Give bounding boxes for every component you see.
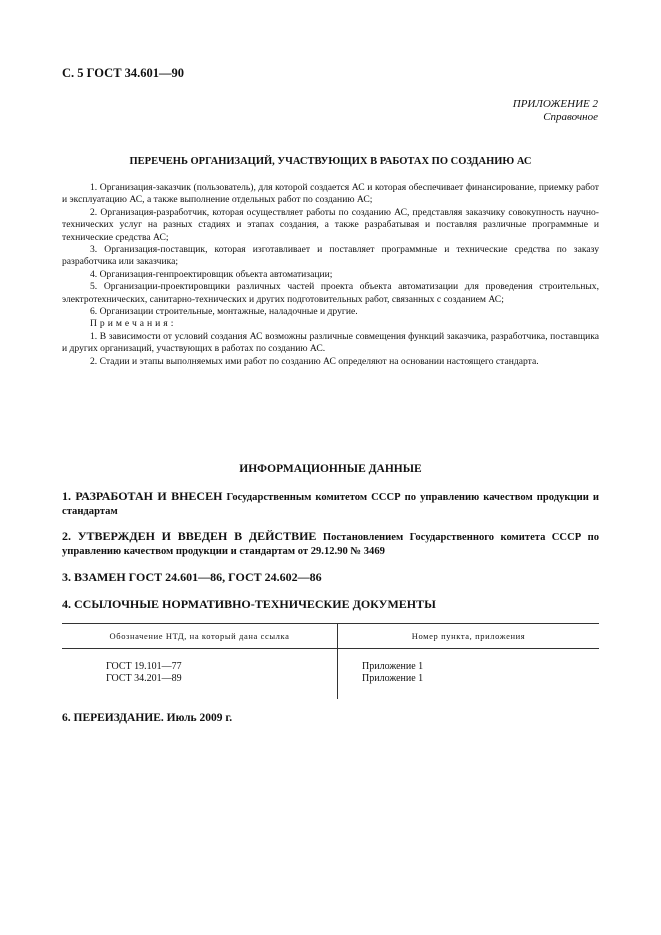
info-item-1 bbox=[62, 490, 599, 518]
organization-item: 6. Организации строительные, монтажные, наладочные и другие. bbox=[90, 306, 358, 318]
reference-documents-table bbox=[62, 623, 599, 699]
info-item-1-head: 1. РАЗРАБОТАН И ВНЕСЕН bbox=[62, 489, 223, 503]
info-item-2 bbox=[62, 530, 599, 558]
appendix-title: ПРИЛОЖЕНИЕ 2 bbox=[512, 98, 598, 110]
table-cell-doc: ГОСТ 19.101—77 bbox=[106, 661, 182, 672]
organization-item: 4. Организация-генпроектировщик объекта автоматизации; bbox=[90, 268, 333, 280]
table-header-row bbox=[62, 624, 599, 649]
info-item-3 bbox=[62, 571, 599, 586]
info-item-4-text: 4. ССЫЛОЧНЫЕ НОРМАТИВНО-ТЕХНИЧЕСКИЕ ДОКУМЕНТЫ bbox=[62, 597, 436, 611]
table-cell-refs bbox=[338, 649, 600, 700]
notes-label: Примечания: bbox=[90, 318, 177, 330]
note-item: 2. Стадии и этапы выполняемых ими работ по созданию АС определяют на основании настоящего стандарта. bbox=[90, 355, 539, 367]
document-header-code: С. 5 ГОСТ 34.601—90 bbox=[62, 66, 185, 80]
info-item-4 bbox=[62, 598, 599, 613]
table-header-ref: Номер пункта, приложения bbox=[338, 624, 600, 649]
info-item-3-text: 3. ВЗАМЕН ГОСТ 24.601—86, ГОСТ 24.602—86 bbox=[62, 570, 322, 584]
info-item-1-text: Государственным комитетом СССР по управлению качеством продукции и стандартам bbox=[62, 492, 599, 517]
organization-item: 5. Организации-проектировщики различных частей проекта объекта автоматизации для проведения строительных, электротехнических, санитарно-технических и других подготовительных работ, связанных с созданием АС; bbox=[62, 281, 599, 305]
info-item-2-text: Постановлением Государственного комитета СССР по управлению качеством продукции и стандартам от 29.12.90 № 3469 bbox=[62, 532, 599, 557]
organization-item: 1. Организация-заказчик (пользователь), для которой создается АС и которая обеспечивает финансирование, приемку работ и эксплуатацию АС, а также выполнение отдельных работ по созданию АС; bbox=[62, 182, 599, 206]
table-cell-doc: ГОСТ 34.201—89 bbox=[106, 673, 182, 684]
reissue-info: 6. ПЕРЕИЗДАНИЕ. Июль 2009 г. bbox=[62, 712, 233, 724]
table-cell-ref: Приложение 1 bbox=[362, 661, 424, 672]
table-header-doc: Обозначение НТД, на который дана ссылка bbox=[62, 624, 338, 649]
table-cell-docs bbox=[62, 649, 338, 700]
info-item-2-head: 2. УТВЕРЖДЕН И ВВЕДЕН В ДЕЙСТВИЕ bbox=[62, 529, 317, 543]
organization-item: 3. Организация-поставщик, которая изготавливает и поставляет программные и технические средства по заказу разработчика или заказчика; bbox=[62, 244, 599, 268]
table-row bbox=[62, 649, 599, 700]
appendix-subtitle: Справочное bbox=[543, 111, 598, 123]
organizations-title: ПЕРЕЧЕНЬ ОРГАНИЗАЦИЙ, УЧАСТВУЮЩИХ В РАБОТАХ ПО СОЗДАНИЮ АС bbox=[129, 156, 532, 167]
info-title: ИНФОРМАЦИОННЫЕ ДАННЫЕ bbox=[239, 463, 422, 475]
table-cell-ref: Приложение 1 bbox=[362, 673, 424, 684]
appendix-label bbox=[513, 98, 598, 124]
organization-item: 2. Организация-разработчик, которая осуществляет работы по созданию АС, представляя заказчику совокупность научно-технических услуг на разных стадиях и этапах создания, а также разрабатывая и поставляя различные программные и технические средства АС; bbox=[62, 206, 599, 243]
note-item: 1. В зависимости от условий создания АС возможны различные совмещения функций заказчика, разработчика, поставщика и других организаций, участвующих в работах по созданию АС. bbox=[62, 330, 599, 355]
organizations-list bbox=[62, 182, 599, 368]
